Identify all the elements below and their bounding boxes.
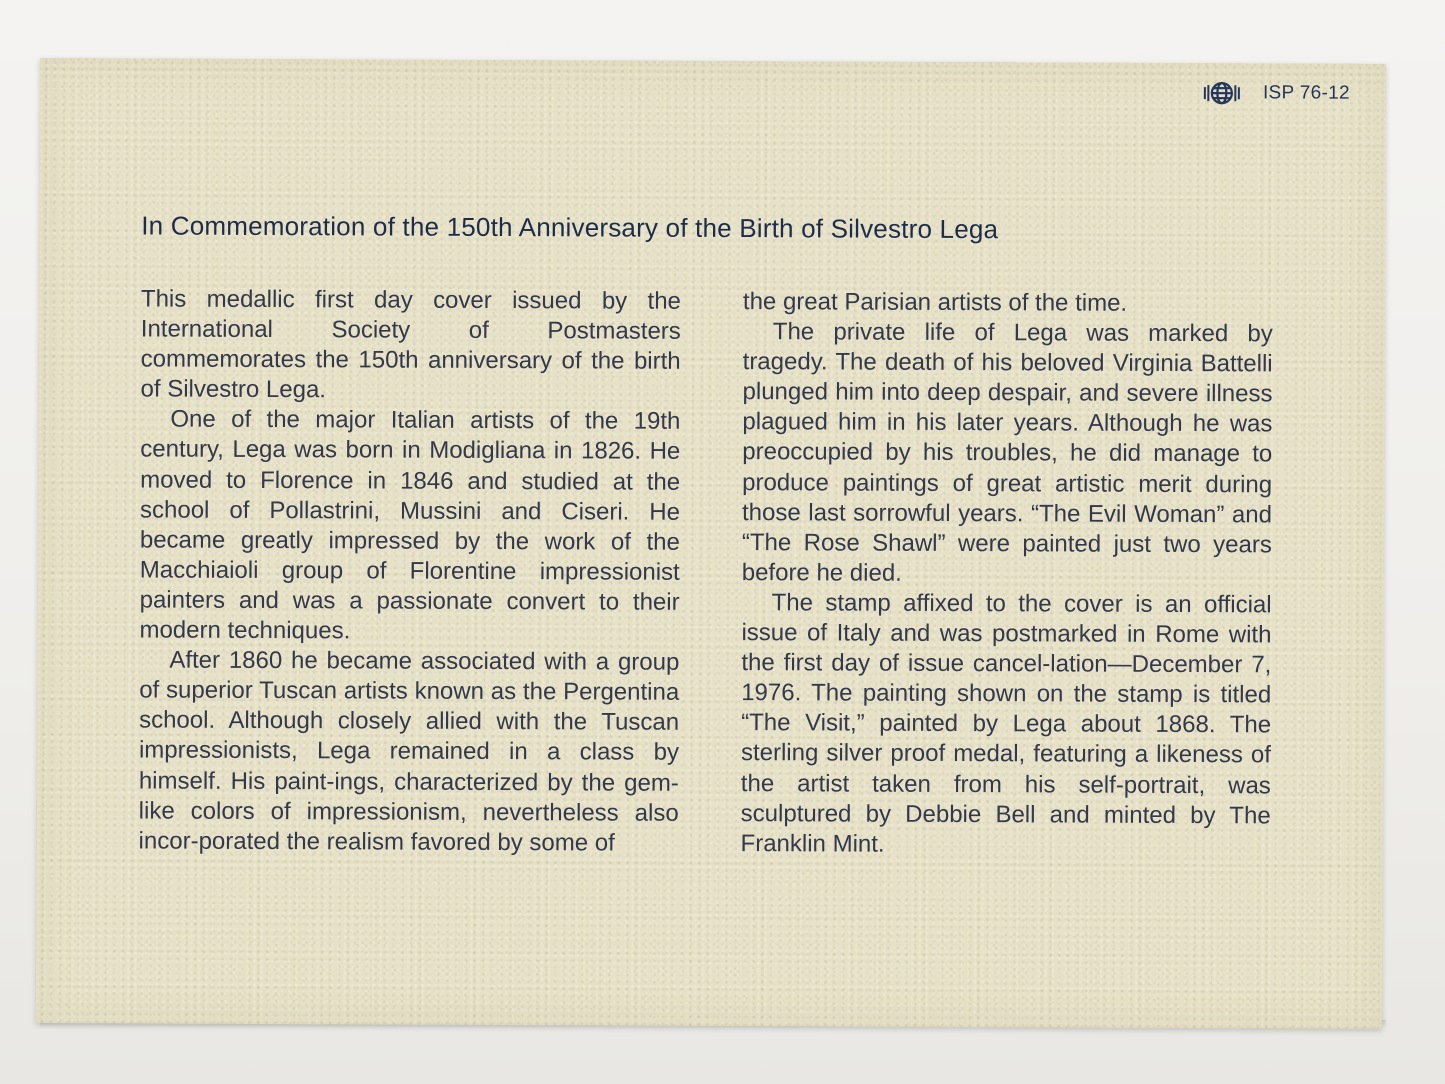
paragraph: After 1860 he became associated with a group of superior Tuscan artists known as the Pergentina school. Although closely allied with the Tuscan impressionists, Lega remained in a class by himself. His paint-ings, characterized by the gem-like colors of impressionism, nevertheless also incor-porated the realism favored by some of [138, 646, 680, 857]
paragraph: One of the major Italian artists of the 19th century, Lega was born in Modigliana in 1826. He moved to Florence in 1846 and studied at the school of Pollastrini, Mussini and Ciseri. He became greatly impressed by the work of the Macchiaioli group of Florentine impressionist painters and was a passionate convert to their modern techniques. [139, 405, 681, 645]
catalog-number: ISP 76-12 [1262, 82, 1350, 104]
right-column [741, 287, 1273, 861]
brand-block [1203, 81, 1350, 106]
paragraph: The private life of Lega was marked by tragedy. The death of his beloved Virginia Battelli plunged him into deep despair, and severe illness plagued him in his later years. Although he was preoccupied by his troubles, he did manage to produce paintings of great artistic merit during those last sorrowful years. “The Evil Woman” and “The Rose Shawl” were painted just two years before he died. [741, 318, 1273, 587]
insert-card [36, 58, 1386, 1029]
page-title: In Commemoration of the 150th Anniversary of the Birth of Silvestro Lega [141, 210, 999, 245]
paragraph: This medallic first day cover issued by the International Society of Postmasters commemorates the 150th anniversary of the birth of Silvestro Lega. [140, 285, 682, 404]
paragraph: the great Parisian artists of the time. [742, 288, 1128, 317]
globe-icon [1203, 81, 1241, 105]
paragraph: The stamp affixed to the cover is an official issue of Italy and was postmarked in Rome with the first day of issue cancel-lation—December 7, 1976. The painting shown on the stamp is titled “The Visit,” painted by Lega about 1868. The sterling silver proof medal, featuring a likeness of the artist taken from his self-portrait, was sculptured by Debbie Bell and minted by The Franklin Mint. [740, 589, 1272, 858]
left-column [139, 284, 681, 858]
